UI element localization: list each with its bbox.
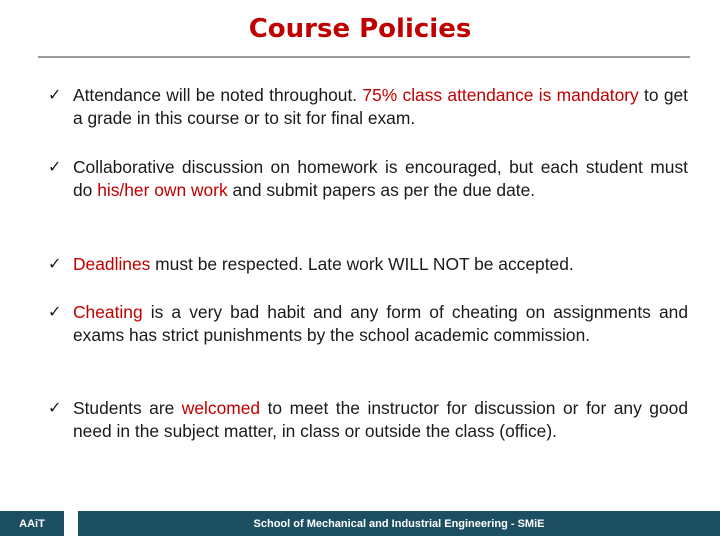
attendance-label: Attendance [73,85,161,105]
policy-deadlines [48,253,688,276]
checkmark-icon: ✓ [48,87,62,104]
checkmark-icon: ✓ [48,159,62,176]
policy-attendance [48,84,688,130]
cheating-text: is a very bad habit and any form of cheating on assignments and exams has strict punishments by the school academic commission. [73,302,688,345]
policy-cheating [48,301,688,347]
title-divider [38,56,690,58]
collaboration-text-2: and submit papers as per the due date. [227,180,536,200]
office-text-1: Students are [73,398,182,418]
office-text-2: to meet the instructor for discussion or for any good need in the subject matter, in class or outside the class (office). [73,398,688,441]
welcomed-emphasis: welcomed [181,398,261,418]
checkmark-icon: ✓ [48,304,62,321]
policy-office-hours [48,397,688,443]
attendance-text-1: will be noted throughout. [161,85,363,105]
checkmark-icon: ✓ [48,400,62,417]
cheating-label: Cheating [73,302,143,322]
deadlines-text: must be respected. Late work WILL NOT be accepted. [150,254,574,274]
footer-school-name: School of Mechanical and Industrial Engineering - SMiE [78,511,720,536]
footer-institution-badge: AAiT [0,511,64,536]
policy-collaboration [48,156,688,202]
deadlines-label: Deadlines [73,254,151,274]
collaboration-text-1: Collaborative discussion on homework is encouraged, but each student must do [73,157,688,200]
checkmark-icon: ✓ [48,256,62,273]
slide-title: Course Policies [248,14,472,44]
attendance-requirement: 75% class attendance is mandatory [362,85,639,105]
attendance-text-2: to get a grade in this course or to sit for final exam. [73,85,688,128]
own-work-emphasis: his/her own work [97,180,228,200]
